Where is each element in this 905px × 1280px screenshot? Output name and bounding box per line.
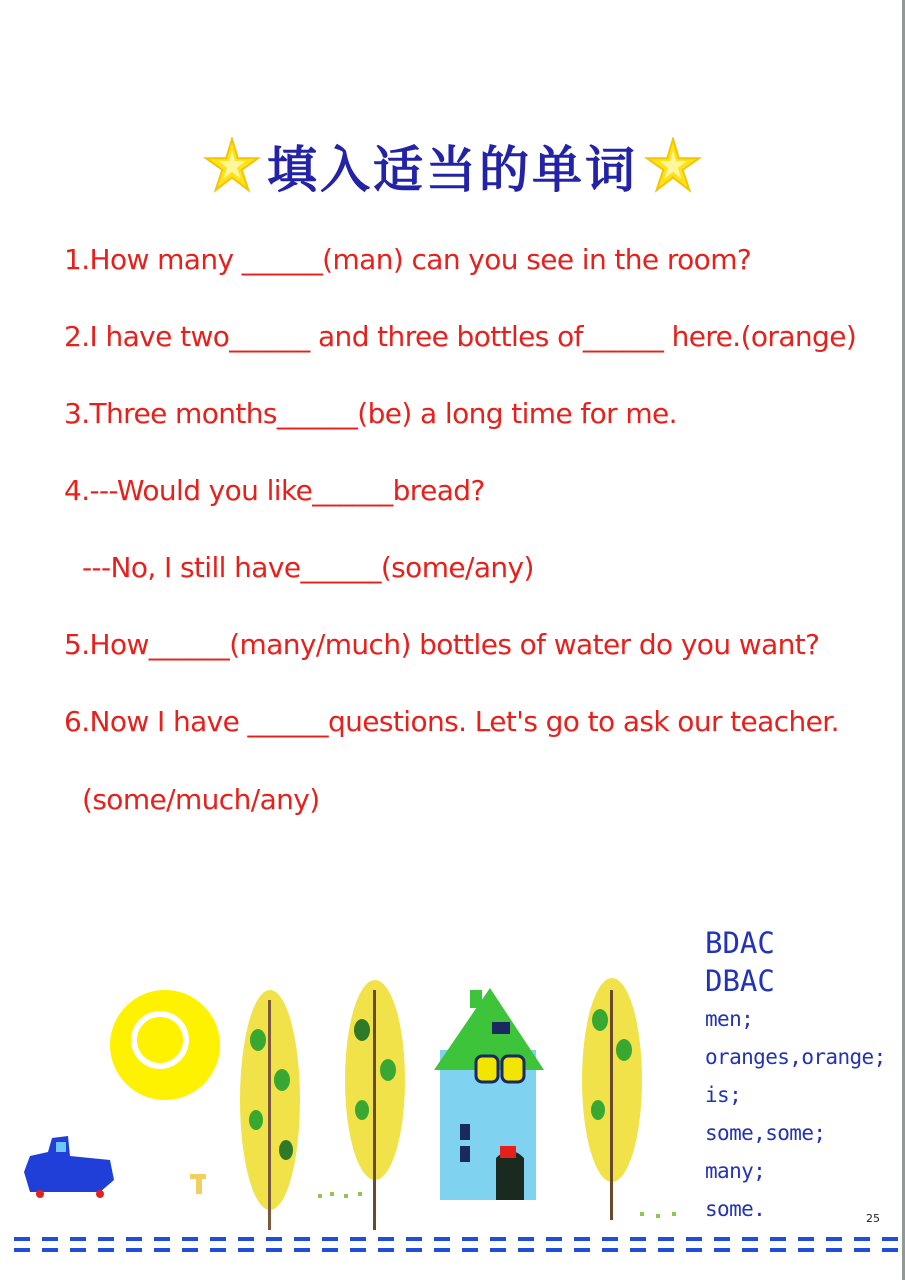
question-1: 1.How many ______(man) can you see in the room? [64, 243, 752, 276]
answer-line: is; [705, 1083, 742, 1107]
question-6: 6.Now I have ______questions. Let's go to ask our teacher. [64, 705, 839, 738]
answer-line: some,some; [705, 1121, 826, 1145]
answer-line: BDAC [705, 926, 775, 960]
tree-icon [345, 980, 405, 1230]
page-title: 填入适当的单词 [267, 141, 638, 199]
answer-line: many; [705, 1159, 766, 1183]
question-5: 5.How______(many/much) bottles of water do you want? [64, 628, 820, 661]
question-6-options: (some/much/any) [82, 783, 320, 816]
dashed-border [0, 1234, 905, 1258]
star-left-icon [203, 137, 261, 195]
tree-icon [582, 978, 642, 1220]
answer-line: men; [705, 1007, 754, 1031]
question-4-reply: ---No, I still have______(some/any) [82, 551, 534, 584]
page-number: 25 [866, 1212, 880, 1225]
answer-line: oranges,orange; [705, 1045, 886, 1069]
house-icon [434, 988, 544, 1200]
answer-line: DBAC [705, 964, 775, 998]
worksheet-title [0, 128, 905, 204]
answer-key [705, 924, 900, 1228]
car-icon [24, 1136, 114, 1198]
question-3: 3.Three months______(be) a long time for me. [64, 397, 677, 430]
decorative-drawing [0, 960, 700, 1230]
sun-icon [110, 990, 220, 1100]
star-right-icon [644, 137, 702, 195]
tree-icon [240, 990, 300, 1230]
question-4: 4.---Would you like______bread? [64, 474, 485, 507]
answer-line: some. [705, 1197, 766, 1221]
question-2: 2.I have two______ and three bottles of______ here.(orange) [64, 320, 857, 353]
